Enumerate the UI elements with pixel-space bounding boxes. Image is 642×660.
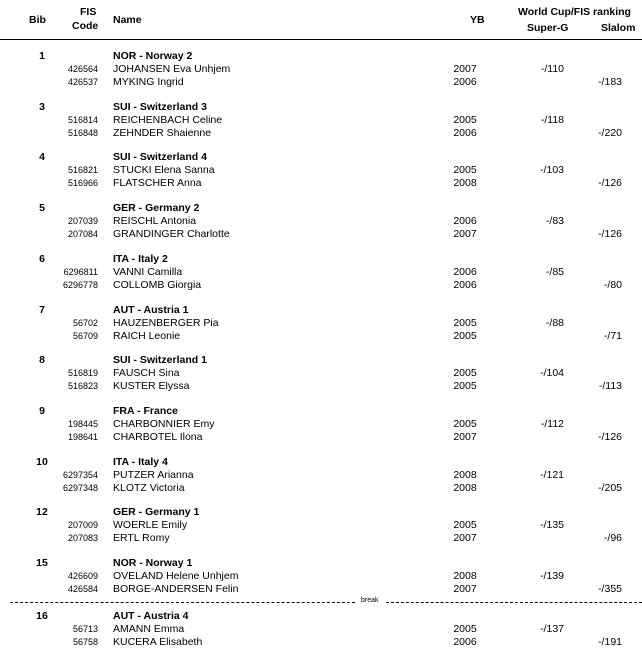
header-name: Name: [113, 14, 142, 26]
athlete-yb: 2007: [453, 532, 477, 544]
athlete-name: OVELAND Helene Unhjem: [113, 570, 239, 582]
athlete-fis-code: 426609: [67, 571, 98, 581]
athlete-fis-code: 56702: [72, 318, 98, 328]
athlete-yb: 2007: [453, 583, 477, 595]
athlete-yb: 2005: [453, 623, 477, 635]
athlete-fis-code: 56758: [72, 637, 98, 647]
athlete-row: [0, 317, 642, 330]
athlete-slalom-rank: -/126: [598, 431, 622, 443]
athlete-name: RAICH Leonie: [113, 330, 181, 342]
athlete-fis-code: 516819: [67, 368, 98, 378]
athlete-fis-code: 516823: [67, 381, 98, 391]
header-fis-code-line1: FIS: [80, 6, 97, 18]
athlete-row: [0, 623, 642, 636]
athlete-yb: 2005: [453, 330, 477, 342]
athlete-row: [0, 519, 642, 532]
team-bib: 9: [39, 405, 45, 417]
team-bib: 16: [36, 610, 48, 622]
team-block: [0, 151, 642, 201]
athlete-row: [0, 76, 642, 89]
header-divider: [0, 39, 642, 40]
athlete-row: [0, 164, 642, 177]
athlete-row: [0, 532, 642, 545]
team-block: [0, 405, 642, 455]
team-name: FRA - France: [113, 405, 178, 417]
athlete-super-g-rank: -/110: [540, 63, 564, 75]
athlete-name: REISCHL Antonia: [113, 215, 197, 227]
athlete-row: [0, 636, 642, 649]
athlete-yb: 2006: [453, 76, 477, 88]
athlete-row: [0, 482, 642, 495]
athlete-name: CHARBOTEL Ilona: [113, 431, 203, 443]
athlete-name: PUTZER Arianna: [113, 469, 194, 481]
athlete-fis-code: 56713: [72, 624, 98, 634]
athlete-name: ERTL Romy: [113, 532, 170, 544]
athlete-fis-code: 56709: [72, 331, 98, 341]
athlete-row: [0, 228, 642, 241]
athlete-super-g-rank: -/104: [540, 367, 564, 379]
team-block: [0, 456, 642, 506]
team-bib: 10: [36, 456, 48, 468]
team-name: ITA - Italy 2: [113, 253, 168, 265]
team-bib: 6: [39, 253, 45, 265]
athlete-yb: 2006: [453, 636, 477, 648]
athlete-name: COLLOMB Giorgia: [113, 279, 202, 291]
athlete-slalom-rank: -/126: [598, 177, 622, 189]
athlete-yb: 2005: [453, 164, 477, 176]
athlete-name: CHARBONNIER Emy: [113, 418, 215, 430]
athlete-row: [0, 215, 642, 228]
athlete-row: [0, 583, 642, 596]
athlete-slalom-rank: -/191: [598, 636, 622, 648]
team-name: AUT - Austria 4: [113, 610, 189, 622]
team-block: [0, 506, 642, 556]
athlete-name: JOHANSEN Eva Unhjem: [113, 63, 231, 75]
athlete-name: KUCERA Elisabeth: [113, 636, 203, 648]
athlete-fis-code: 516814: [67, 115, 98, 125]
athlete-yb: 2005: [453, 114, 477, 126]
athlete-name: REICHENBACH Celine: [113, 114, 223, 126]
athlete-row: [0, 418, 642, 431]
athlete-yb: 2005: [453, 519, 477, 531]
athlete-slalom-rank: -/126: [598, 228, 622, 240]
athlete-name: FLATSCHER Anna: [113, 177, 202, 189]
athlete-fis-code: 6296811: [63, 267, 98, 277]
athlete-fis-code: 426537: [67, 77, 98, 87]
team-bib: 3: [39, 101, 45, 113]
athlete-yb: 2005: [453, 367, 477, 379]
athlete-yb: 2007: [453, 228, 477, 240]
athlete-yb: 2007: [453, 431, 477, 443]
team-bib: 4: [39, 151, 45, 163]
athlete-fis-code: 516821: [67, 165, 98, 175]
team-name: GER - Germany 2: [113, 202, 200, 214]
team-bib: 7: [39, 304, 45, 316]
athlete-yb: 2006: [453, 215, 477, 227]
team-name: SUI - Switzerland 4: [113, 151, 207, 163]
athlete-slalom-rank: -/71: [603, 330, 622, 342]
athlete-fis-code: 198445: [67, 419, 98, 429]
athlete-fis-code: 198641: [67, 432, 98, 442]
athlete-fis-code: 516848: [67, 128, 98, 138]
header-yb: YB: [470, 14, 485, 26]
athlete-name: FAUSCH Sina: [113, 367, 180, 379]
athlete-name: BORGE-ANDERSEN Felin: [113, 583, 239, 595]
athlete-name: HAUZENBERGER Pia: [113, 317, 219, 329]
athlete-name: WOERLE Emily: [113, 519, 188, 531]
athlete-slalom-rank: -/205: [598, 482, 622, 494]
athlete-yb: 2008: [453, 469, 477, 481]
athlete-yb: 2005: [453, 317, 477, 329]
team-block: [0, 610, 642, 660]
athlete-row: [0, 177, 642, 190]
athlete-fis-code: 207009: [67, 520, 98, 530]
header-slalom: Slalom: [601, 22, 636, 34]
athlete-yb: 2005: [453, 418, 477, 430]
team-block: [0, 202, 642, 252]
team-block: [0, 101, 642, 151]
athlete-row: [0, 570, 642, 583]
team-bib: 1: [39, 50, 45, 62]
team-name: SUI - Switzerland 1: [113, 354, 207, 366]
athlete-fis-code: 426584: [67, 584, 98, 594]
athlete-super-g-rank: -/121: [540, 469, 564, 481]
athlete-row: [0, 63, 642, 76]
athlete-yb: 2008: [453, 177, 477, 189]
team-block: [0, 50, 642, 100]
athlete-yb: 2008: [453, 482, 477, 494]
athlete-super-g-rank: -/135: [540, 519, 564, 531]
athlete-super-g-rank: -/137: [540, 623, 564, 635]
athlete-row: [0, 469, 642, 482]
athlete-slalom-rank: -/220: [598, 127, 622, 139]
athlete-super-g-rank: -/112: [540, 418, 564, 430]
athlete-row: [0, 367, 642, 380]
athlete-name: AMANN Emma: [113, 623, 185, 635]
athlete-fis-code: 6297348: [62, 483, 98, 493]
team-block: [0, 304, 642, 354]
team-name: NOR - Norway 2: [113, 50, 193, 62]
athlete-super-g-rank: -/83: [545, 215, 564, 227]
athlete-fis-code: 426564: [67, 64, 98, 74]
athlete-super-g-rank: -/88: [545, 317, 564, 329]
athlete-yb: 2006: [453, 266, 477, 278]
team-name: ITA - Italy 4: [113, 456, 168, 468]
athlete-name: GRANDINGER Charlotte: [113, 228, 230, 240]
team-bib: 5: [39, 202, 45, 214]
athlete-super-g-rank: -/103: [540, 164, 564, 176]
team-block: [0, 354, 642, 404]
athlete-name: VANNI Camilla: [113, 266, 183, 278]
athlete-name: KUSTER Elyssa: [113, 380, 190, 392]
athlete-fis-code: 207039: [67, 216, 98, 226]
athlete-super-g-rank: -/85: [545, 266, 564, 278]
athlete-row: [0, 279, 642, 292]
athlete-yb: 2006: [453, 279, 477, 291]
team-bib: 12: [36, 506, 48, 518]
header-fis-code-line2: Code: [72, 20, 99, 32]
athlete-name: KLOTZ Victoria: [113, 482, 185, 494]
athlete-fis-code: 207084: [67, 229, 98, 239]
athlete-row: [0, 380, 642, 393]
header-ranking: World Cup/FIS ranking: [518, 6, 631, 18]
team-name: GER - Germany 1: [113, 506, 200, 518]
athlete-yb: 2008: [453, 570, 477, 582]
athlete-row: [0, 114, 642, 127]
athlete-row: [0, 266, 642, 279]
header-super-g: Super-G: [527, 22, 569, 34]
team-block: [0, 253, 642, 303]
athlete-row: [0, 431, 642, 444]
athlete-slalom-rank: -/96: [603, 532, 622, 544]
athlete-name: STUCKI Elena Sanna: [113, 164, 215, 176]
header-bib: Bib: [29, 14, 46, 26]
break-label: break: [361, 597, 379, 604]
athlete-yb: 2006: [453, 127, 477, 139]
athlete-super-g-rank: -/118: [540, 114, 564, 126]
athlete-name: MYKING Ingrid: [113, 76, 184, 88]
team-name: SUI - Switzerland 3: [113, 101, 207, 113]
athlete-slalom-rank: -/183: [598, 76, 622, 88]
athlete-super-g-rank: -/139: [540, 570, 564, 582]
athlete-slalom-rank: -/113: [598, 380, 622, 392]
team-bib: 8: [39, 354, 45, 366]
athlete-row: [0, 330, 642, 343]
team-bib: 15: [36, 557, 48, 569]
break-separator: [0, 599, 642, 605]
athlete-fis-code: 6296778: [62, 280, 98, 290]
athlete-row: [0, 127, 642, 140]
athlete-fis-code: 516966: [67, 178, 98, 188]
athlete-name: ZEHNDER Shaienne: [113, 127, 212, 139]
athlete-slalom-rank: -/80: [603, 279, 622, 291]
team-name: AUT - Austria 1: [113, 304, 189, 316]
athlete-yb: 2005: [453, 380, 477, 392]
athlete-slalom-rank: -/355: [598, 583, 622, 595]
athlete-yb: 2007: [453, 63, 477, 75]
athlete-fis-code: 6297354: [62, 470, 98, 480]
athlete-fis-code: 207083: [67, 533, 98, 543]
team-name: NOR - Norway 1: [113, 557, 193, 569]
